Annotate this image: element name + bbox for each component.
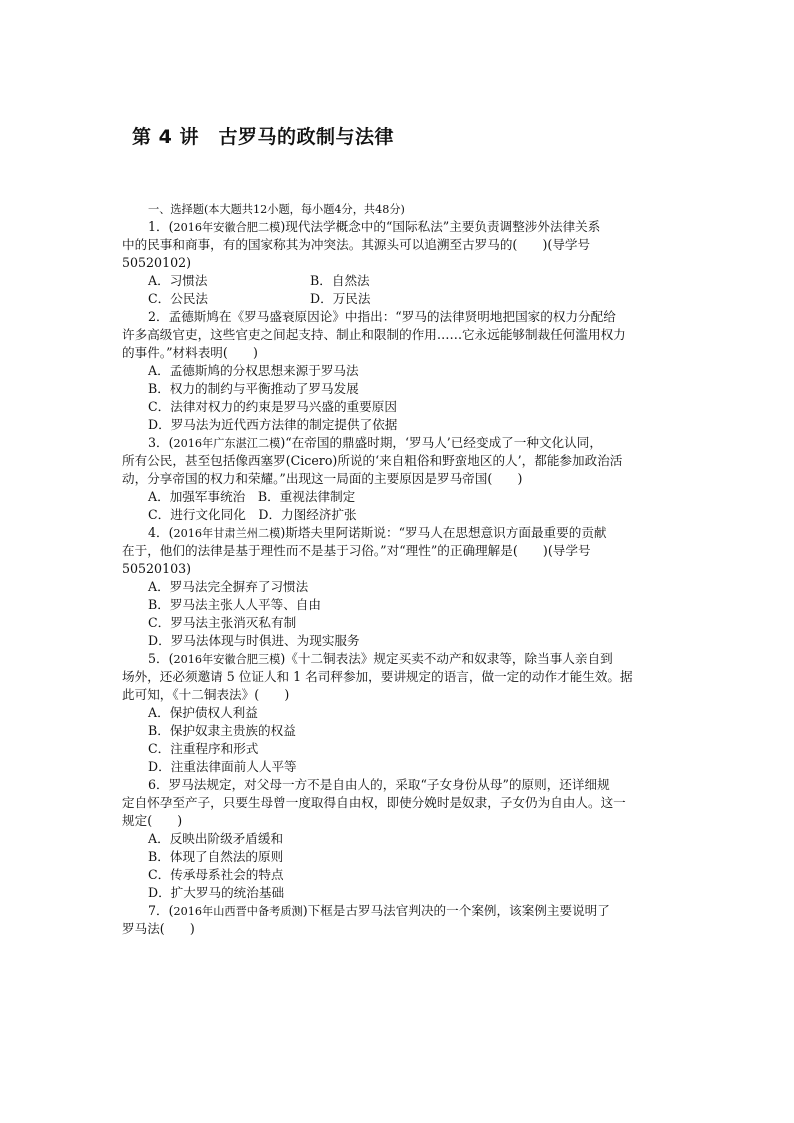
question-2 [122, 308, 674, 434]
option-a: A．孟德斯鸠的分权思想来源于罗马法 [148, 363, 359, 378]
question-5 [122, 650, 674, 776]
question-line: 50520103) [122, 561, 192, 576]
question-line: 50520102) [122, 255, 192, 270]
option-b: B．自然法 [310, 273, 370, 288]
question-line: 1．(2016年安徽合肥二模)现代法学概念中的“国际私法”主要负责调整涉外法律关系 [148, 219, 601, 234]
question-line: 定自怀孕至产子，只要生母曾一度取得自由权，即使分娩时是奴隶，子女仍为自由人。这一 [122, 795, 626, 810]
option-d: D．罗马法为近代西方法律的制定提供了依据 [148, 417, 398, 432]
option-d: D．罗马法体现与时俱进、为现实服务 [148, 633, 360, 648]
question-line: 所有公民，甚至包括像西塞罗(Cicero)所说的‘来自粗俗和野蛮地区的人’，都能参加政治活 [122, 453, 623, 468]
question-line: 4．(2016年甘肃兰州二模)斯塔夫里阿诺斯说：“罗马人在思想意识方面最重要的贡献 [148, 525, 607, 540]
question-line: 的事件。”材料表明( ) [122, 345, 258, 360]
option-row [122, 272, 674, 290]
option-d: D．扩大罗马的统治基础 [148, 885, 285, 900]
question-7 [122, 902, 674, 938]
question-line: 罗马法( ) [122, 921, 195, 936]
option-a: A．罗马法完全摒弃了习惯法 [148, 579, 309, 594]
question-line: 中的民事和商事，有的国家称其为冲突法。其源头可以追溯至古罗马的( )(导学号 [122, 237, 591, 252]
option-b: B．权力的制约与平衡推动了罗马发展 [148, 381, 359, 396]
question-line: 2．孟德斯鸠在《罗马盛衰原因论》中指出：“罗马的法律贤明地把国家的权力分配给 [148, 309, 616, 324]
question-line: 3．(2016年广东湛江二模)“在帝国的鼎盛时期，‘罗马人’已经变成了一种文化认同， [148, 435, 602, 450]
question-1 [122, 218, 674, 308]
section-heading: 一、选择题(本大题共12小题，每小题4分，共48分) [148, 203, 405, 216]
option-row [122, 290, 674, 308]
option-c: C．注重程序和形式 [148, 741, 259, 756]
page-title: 第 4 讲 古罗马的政制与法律 [132, 126, 394, 148]
option-a: A．习惯法 [148, 273, 208, 288]
option-b: B．罗马法主张人人平等、自由 [148, 597, 321, 612]
option-c: C．罗马法主张消灭私有制 [148, 615, 297, 630]
question-list [122, 200, 674, 938]
question-line: 场外，还必须邀请 5 位证人和 1 名司秤参加，要讲规定的语言，做一定的动作才能生效。据 [122, 669, 633, 684]
option-c: C．公民法 [148, 291, 209, 306]
option-d: D．注重法律面前人人平等 [148, 759, 297, 774]
option-d: D．万民法 [310, 291, 371, 306]
question-line: 此可知，《十二铜表法》( ) [122, 687, 290, 702]
question-line: 在于，他们的法律是基于理性而不是基于习俗。”对“理性”的正确理解是( )(导学号 [122, 543, 591, 558]
option-c: C．传承母系社会的特点 [148, 867, 284, 882]
option-a: A．反映出阶级矛盾缓和 [148, 831, 284, 846]
question-line: 动，分享帝国的权力和荣耀。”出现这一局面的主要原因是罗马帝国( ) [122, 471, 523, 486]
question-line: 5．(2016年安徽合肥三模)《十二铜表法》规定买卖不动产和奴隶等，除当事人亲自到 [148, 651, 613, 666]
option-b: B．保护奴隶主贵族的权益 [148, 723, 296, 738]
question-3 [122, 434, 674, 524]
option-row-ab: A．加强军事统治 B．重视法律制定 [148, 489, 356, 504]
option-a: A．保护债权人利益 [148, 705, 258, 720]
question-line: 7．(2016年山西晋中备考质测)下框是古罗马法官判决的一个案例，该案例主要说明了 [148, 903, 610, 918]
question-6 [122, 776, 674, 902]
question-line: 6．罗马法规定，对父母一方不是自由人的，采取“子女身份从母”的原则，还详细规 [148, 777, 610, 792]
option-b: B．体现了自然法的原则 [148, 849, 284, 864]
question-line: 规定( ) [122, 813, 183, 828]
option-row-cd: C．进行文化同化 D．力图经济扩张 [148, 507, 357, 522]
option-c: C．法律对权力的约束是罗马兴盛的重要原因 [148, 399, 397, 414]
question-4 [122, 524, 674, 650]
question-line: 许多高级官吏，这些官吏之间起支持、制止和限制的作用……它永远能够制裁任何滥用权力 [122, 327, 626, 342]
